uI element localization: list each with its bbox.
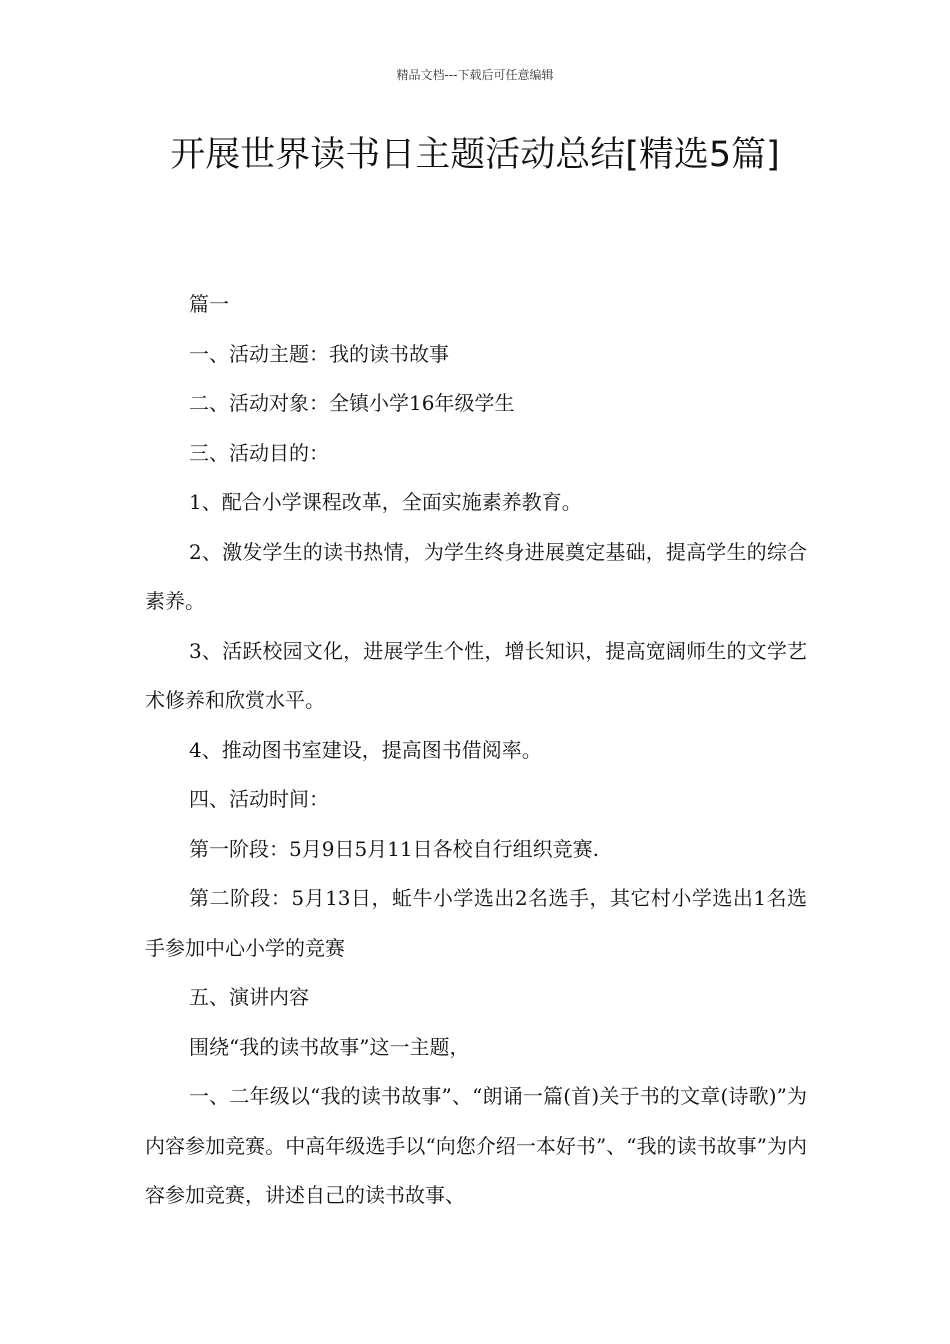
- paragraph: 篇一: [189, 292, 229, 316]
- paragraph: 1、配合小学课程改革，全面实施素养教育。: [189, 490, 582, 514]
- paragraph: 一、二年级以“我的读书故事”、“朗诵一篇(首)关于书的文章(诗歌)”为内容参加竞赛。中高年级选手以“向您介绍一本好书”、“我的读书故事”为内容参加竞赛，讲述自己的读书故事、: [145, 1084, 807, 1207]
- paragraph: 第一阶段：5月9日5月11日各校自行组织竞赛.: [189, 836, 599, 861]
- paragraph: 围绕“我的读书故事”这一主题，: [189, 1034, 470, 1059]
- paragraph: 四、活动时间：: [189, 787, 329, 811]
- paragraph: 五、演讲内容: [189, 985, 309, 1009]
- paragraph: 4、推动图书室建设，提高图书借阅率。: [189, 737, 542, 762]
- paragraph: 二、活动对象：全镇小学16年级学生: [189, 391, 515, 415]
- document-body: [145, 280, 807, 1221]
- paragraph: 3、活跃校园文化，进展学生个性，增长知识，提高宽阔师生的文学艺术修养和欣赏水平。: [145, 638, 807, 712]
- paragraph: 一、活动主题：我的读书故事: [189, 341, 449, 366]
- paragraph: 2、激发学生的读书热情，为学生终身进展奠定基础，提高学生的综合素养。: [145, 539, 807, 613]
- document-title: 开展世界读书日主题活动总结[精选5篇]: [170, 135, 780, 175]
- paragraph: 第二阶段：5月13日，蚯牛小学选出2名选手，其它村小学选出1名选手参加中心小学的竞赛: [145, 886, 807, 960]
- paragraph: 三、活动目的：: [189, 440, 329, 465]
- page-header-note: 精品文档---下载后可任意编辑: [396, 68, 554, 82]
